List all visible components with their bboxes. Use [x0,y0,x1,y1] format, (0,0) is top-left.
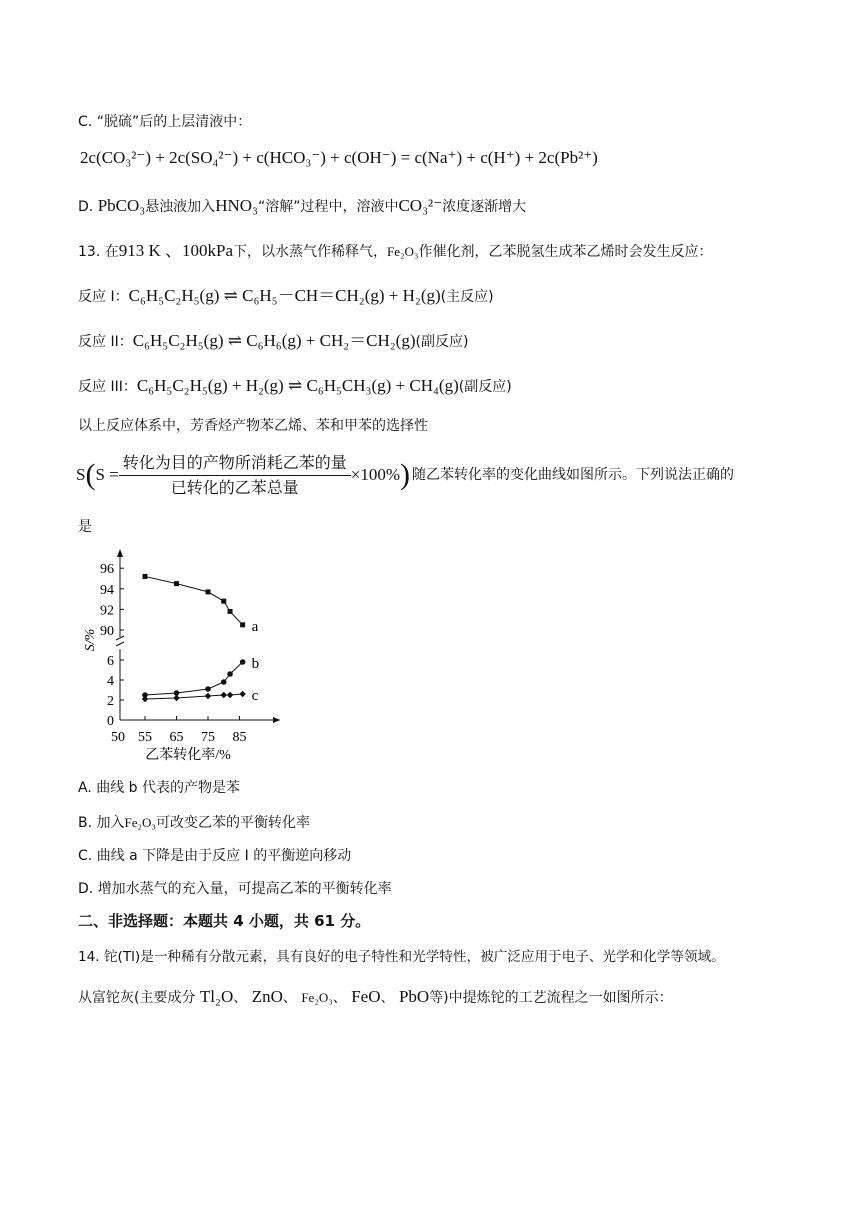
x-tick-label: 85 [232,730,247,745]
point-b [240,659,246,665]
series-line-a [145,576,243,624]
option-text: 曲线 b 代表的产物是苯 [96,780,241,796]
point-c [173,695,179,701]
y-tick-label: 94 [100,582,114,598]
chem-formula: Fe₂O₃ [124,815,156,830]
x-axis-arrow [273,717,280,723]
chem-formula: PbCO₃ [97,196,146,215]
reaction-equation: C₆H₅C₂H₅(g) ⇌ C₆H₆(g) + CH₂＝CH₂(g) [132,331,416,350]
y-tick-label: 90 [100,624,114,639]
chem-formula: FeO [351,987,381,1006]
y-axis-label: S/% [83,628,98,652]
question-text: 下，以水蒸气作稀释气， [233,244,387,260]
option-label: A. [78,780,92,796]
option-text: 浓度逐渐增大 [442,199,527,215]
fraction-denominator: 已转化的乙苯总量 [170,477,299,497]
option-label: C. [78,114,93,130]
x-axis-label: 乙苯转化率/% [145,748,231,763]
chem-formula: HNO₃ [215,196,258,215]
reaction-3 [78,376,512,397]
y-tick-label: 96 [100,562,114,578]
fraction-numerator: 转化为目的产物所消耗乙苯的量 [119,453,351,476]
chart-marks [142,574,259,704]
option-text: 可改变乙苯的平衡转化率 [155,815,310,831]
x-tick-label: 65 [169,730,184,745]
reaction-equation: C₆H₅C₂H₅(g) + H₂(g) ⇌ C₆H₅CH₃(g) + CH₄(g) [136,376,459,395]
condition: 913 K 、100kPa [118,241,233,260]
point-a [221,599,226,604]
question-number: 13. [78,244,101,260]
chem-formula: Fe₂O₃ [301,990,333,1005]
reaction-note: (主反应) [440,289,494,305]
separator: 、 [282,990,297,1006]
point-b [227,671,233,677]
question-text: 铊(Tl)是一种稀有分散元素，具有良好的电子特性和光学特性，被广泛应用于电子、光学和化学等领域。 [103,949,725,965]
reaction-1 [78,286,494,307]
series-label-b: b [251,656,260,672]
formula-symbol: S [76,465,86,484]
option-label: C. [78,848,93,864]
x-tick-label: 75 [201,730,215,745]
chem-formula: ZnO [251,987,283,1006]
chart-axes [100,549,280,745]
point-c [205,693,211,699]
paren-right: ) [400,458,411,491]
point-a [240,622,245,627]
point-c [239,691,245,697]
option-label: D. [78,199,94,215]
point-b [221,679,227,685]
x-tick-label: 50 [111,730,125,745]
point-a [143,574,148,579]
section-heading: 二、非选择题：本题共 4 小题，共 61 分。 [78,912,371,930]
series-label-a: a [251,618,259,635]
chem-formula: CO₃²⁻ [398,196,443,215]
option-text: 悬浊液加入 [145,199,216,215]
y-tick-label: 92 [100,603,114,619]
fraction [119,453,351,498]
option-label: B. [78,815,93,831]
y-tick-label: 6 [107,654,114,669]
option-text: “脱硫”后的上层清液中： [96,114,252,130]
selectivity-formula [76,452,734,498]
question-text: 随乙苯转化率的变化曲线如图所示。下列说法正确的 [412,467,735,483]
q14-line-1 [78,947,725,967]
series-label-c: c [251,688,259,704]
q13-intro [78,241,712,262]
reaction-label: 反应 II： [78,334,133,350]
question-text: 作催化剂，乙苯脱氢生成苯乙烯时会发生反应： [418,244,713,260]
reaction-label: 反应 I： [78,289,129,305]
reaction-note: (副反应) [415,334,469,350]
point-a [228,609,233,614]
q14-line-2 [78,987,673,1008]
question-text: 等)中提炼铊的工艺流程之一如图所示： [429,990,673,1006]
option-text: 加入 [96,815,125,831]
formula-percent: ×100% [350,465,401,484]
point-c [221,692,227,698]
q12-option-c [78,112,251,132]
point-c [142,696,148,702]
option-text: 曲线 a 下降是由于反应 I 的平衡逆向移动 [96,848,352,864]
chem-formula: PbO [398,987,430,1006]
question-text: 在 [104,244,119,260]
q13-option-a [78,778,240,798]
q13-option-b [78,813,310,833]
point-a [206,589,211,594]
selectivity-chart [80,545,290,765]
question-number: 14. [78,949,100,965]
separator: 、 [233,990,248,1006]
question-text-end: 是 [78,519,92,535]
selectivity-line: 以上反应体系中，芳香烃产物苯乙烯、苯和甲苯的选择性 [78,418,428,434]
y-tick-label: 2 [107,694,114,709]
q12-option-d [78,196,526,217]
y-axis-arrow [117,549,123,557]
q13-option-c [78,846,351,866]
q12-equation: 2c(CO₃²⁻) + 2c(SO₄²⁻) + c(HCO₃⁻) + c(OH⁻) = c(Na⁺) + c(H⁺) + 2c(Pb²⁺) [80,148,598,167]
point-a [174,581,179,586]
q13-option-d [78,879,392,899]
reaction-2 [78,331,468,352]
paren-left: ( [85,458,96,491]
question-text: 从富铊灰(主要成分 [78,990,196,1006]
option-text: “溶解”过程中，溶液中 [257,199,399,215]
option-label: D. [78,881,94,897]
point-c [227,692,233,698]
reaction-note: (副反应) [458,379,512,395]
chem-formula: Tl₂O [199,987,234,1006]
point-b [205,686,211,692]
series-line-b [145,662,243,695]
option-text: 增加水蒸气的充入量，可提高乙苯的平衡转化率 [97,881,392,897]
reaction-equation: C₆H₅C₂H₅(g) ⇌ C₆H₅－CH＝CH₂(g) + H₂(g) [128,286,441,305]
reaction-label: 反应 III： [78,379,137,395]
formula-symbol: S = [95,465,119,484]
y-tick-label: 0 [107,714,114,729]
x-tick-label: 55 [138,730,152,745]
axis-break-mark [116,636,124,646]
y-tick-label: 4 [107,674,114,689]
chem-formula: Fe₂O₃ [387,244,419,259]
separator: 、 [380,990,395,1006]
separator: 、 [332,990,347,1006]
